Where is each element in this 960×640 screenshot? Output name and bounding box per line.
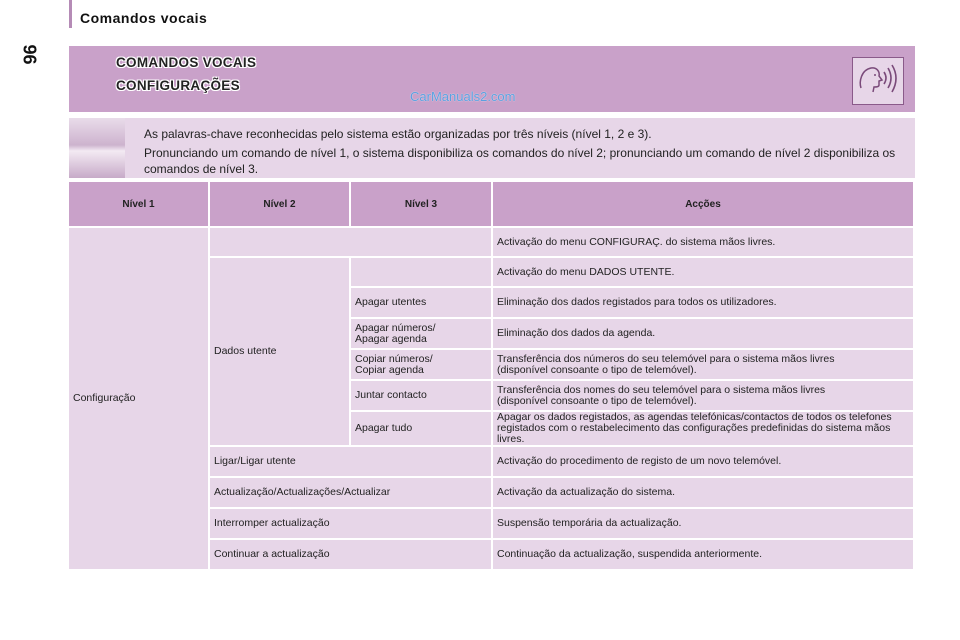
voice-speaking-icon <box>852 57 904 105</box>
intro-decoration <box>69 118 125 178</box>
level2-cell: Actualização/Actualizações/Actualizar <box>210 478 493 509</box>
action-cell: Eliminação dos dados da agenda. <box>493 319 915 350</box>
level3-cell: Apagar tudo <box>351 412 493 447</box>
level2-cell: Dados utente <box>210 258 351 447</box>
level3-cell: Apagar números/ Apagar agenda <box>351 319 493 350</box>
col-header-level2: Nível 2 <box>210 182 351 228</box>
col-header-actions: Acções <box>493 182 915 228</box>
level2-cell: Interromper actualização <box>210 509 493 540</box>
level2-cell: Continuar a actualização <box>210 540 493 571</box>
level1-cell: Configuração <box>69 228 210 571</box>
intro-paragraph-1: As palavras-chave reconhecidas pelo sistema estão organizadas por três níveis (nível 1, 2 e 3). <box>144 127 652 141</box>
action-cell: Activação do procedimento de registo de um novo telemóvel. <box>493 447 915 478</box>
level3-cell: Apagar utentes <box>351 288 493 319</box>
box-title-sub: CONFIGURAÇÕES <box>116 78 240 93</box>
action-cell: Apagar os dados registados, as agendas telefónicas/contactos de todos os telefones registados com o restabelecimento das configurações predefinidas do sistema mãos livres. <box>493 412 915 447</box>
section-title: Comandos vocais <box>80 10 208 26</box>
action-cell: Activação do menu DADOS UTENTE. <box>493 258 915 288</box>
action-cell: Continuação da actualização, suspendida anteriormente. <box>493 540 915 571</box>
action-cell: Activação do menu CONFIGURAÇ. do sistema mãos livres. <box>493 228 915 258</box>
page-number: 96 <box>19 44 40 65</box>
action-cell: Transferência dos nomes do seu telemóvel para o sistema mãos livres (disponível consoante o tipo de telemóvel). <box>493 381 915 412</box>
empty-cell <box>210 228 493 258</box>
action-cell: Activação da actualização do sistema. <box>493 478 915 509</box>
box-title-main: COMANDOS VOCAIS <box>116 55 257 70</box>
action-cell: Eliminação dos dados registados para todos os utilizadores. <box>493 288 915 319</box>
level3-cell: Copiar números/ Copiar agenda <box>351 350 493 381</box>
action-cell: Suspensão temporária da actualização. <box>493 509 915 540</box>
action-cell: Transferência dos números do seu telemóvel para o sistema mãos livres (disponível consoante o tipo de telemóvel). <box>493 350 915 381</box>
intro-paragraph-2: Pronunciando um comando de nível 1, o sistema disponibiliza os comandos do nível 2; pronunciando um comando de nível 2 disponibiliza os comandos de nível 3. <box>144 146 896 176</box>
watermark-text: CarManuals2.com <box>410 89 516 104</box>
empty-cell <box>351 258 493 288</box>
col-header-level1: Nível 1 <box>69 182 210 228</box>
level2-cell: Ligar/Ligar utente <box>210 447 493 478</box>
voice-commands-table <box>69 182 915 571</box>
level3-cell: Juntar contacto <box>351 381 493 412</box>
col-header-level3: Nível 3 <box>351 182 493 228</box>
section-marker-bar <box>69 0 72 28</box>
